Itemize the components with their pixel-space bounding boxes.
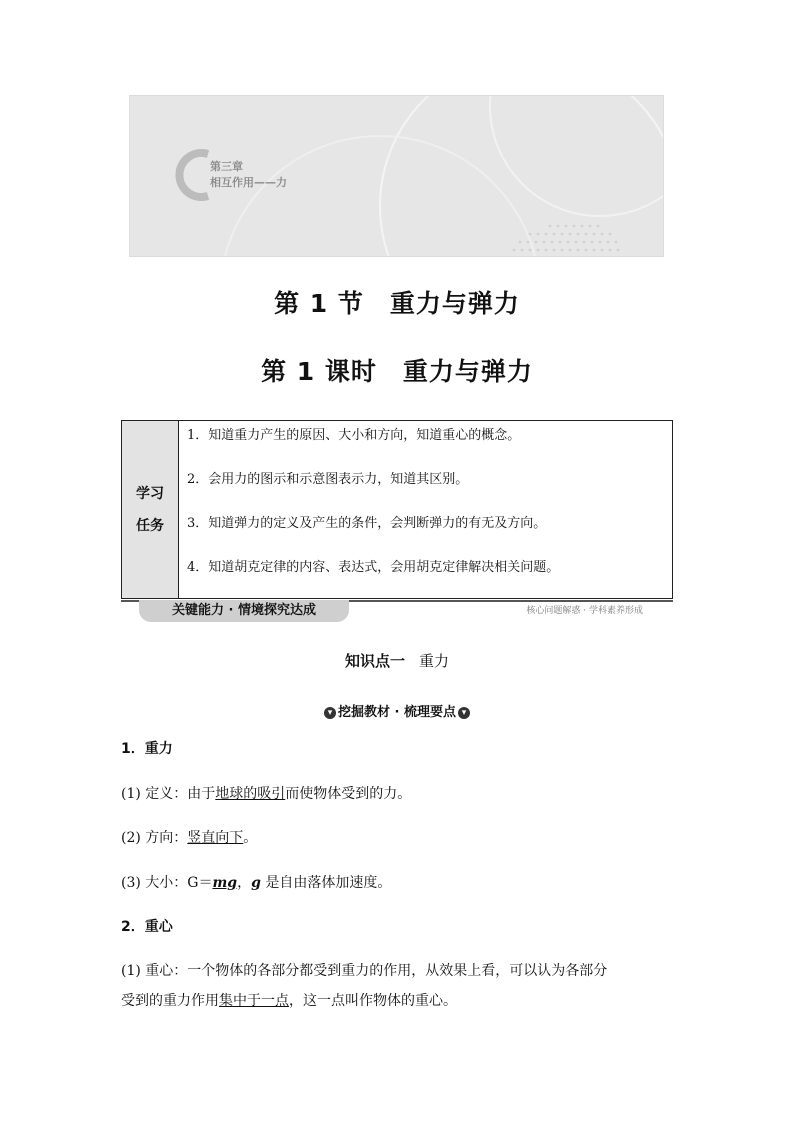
- knowledge-point-number: 知识点一: [344, 652, 405, 670]
- text: 。: [243, 830, 258, 846]
- header-line-1: 学习: [136, 485, 164, 502]
- text: 而使物体受到的力。: [285, 786, 412, 802]
- task-item: 3．知道弹力的定义及产生的条件，会判断弹力的有无及方向。: [187, 516, 547, 531]
- learning-tasks-header: [122, 421, 179, 598]
- task-item: 2．会用力的图示和示意图表示力，知道其区别。: [187, 472, 469, 487]
- answer-blank: mg: [212, 875, 238, 891]
- heading-center-of-gravity: [121, 912, 681, 942]
- text: (1) 定义：由于: [121, 786, 216, 802]
- answer-blank: 地球的吸引: [215, 786, 286, 802]
- task-item: 1．知道重力产生的原因、大小和方向，知道重心的概念。: [187, 428, 521, 443]
- header-line-2: 任务: [136, 517, 164, 534]
- text: 是自由落体加速度。: [260, 875, 392, 891]
- chevron-down-icon: ▾: [458, 707, 470, 719]
- text: (1) 重心：一个物体的各部分都受到重力的作用，从效果上看，可以认为各部分: [121, 963, 608, 979]
- section-title: 第 1 节 重力与弹力: [274, 289, 520, 318]
- text: ，这一点叫作物体的重心。: [289, 993, 457, 1009]
- key-ability-bar: [121, 600, 673, 622]
- key-ability-subtitle: 核心问题解惑 · 学科素养形成: [526, 606, 643, 616]
- knowledge-point-name: 重力: [419, 652, 450, 670]
- chapter-label: [210, 159, 287, 191]
- lesson-title: 第 1 课时 重力与弹力: [261, 357, 533, 386]
- learning-tasks-table: [121, 420, 673, 599]
- knowledge-point-title: [0, 650, 794, 671]
- text: ，: [237, 875, 252, 891]
- task-item: 4．知道胡克定律的内容、表达式，会用胡克定律解决相关问题。: [187, 560, 560, 575]
- center-of-gravity-paragraph: [121, 956, 681, 1016]
- symbol-g: g: [251, 875, 261, 891]
- text: (3) 大小：G＝: [121, 875, 213, 891]
- definition-paragraph: [121, 779, 681, 809]
- sub-section-banner: [0, 701, 794, 720]
- key-ability-label: 关键能力 · 情境探究达成: [139, 600, 349, 622]
- direction-paragraph: [121, 823, 681, 853]
- chapter-number: 第三章: [210, 160, 243, 173]
- heading-gravity: [121, 734, 681, 764]
- heading-text: 2．重心: [121, 919, 173, 935]
- magnitude-paragraph: [121, 868, 681, 898]
- text: (2) 方向：: [121, 830, 188, 846]
- answer-blank: 集中于一点: [219, 993, 289, 1009]
- heading-text: 1．重力: [121, 741, 173, 757]
- sub-section-label: 挖掘教材 · 梳理要点: [338, 705, 456, 720]
- answer-blank: 竖直向下: [187, 830, 244, 846]
- text: 受到的重力作用: [121, 993, 219, 1009]
- chapter-name: 相互作用——力: [210, 176, 287, 189]
- learning-tasks-list: [179, 421, 672, 598]
- chevron-down-icon: ▾: [324, 707, 336, 719]
